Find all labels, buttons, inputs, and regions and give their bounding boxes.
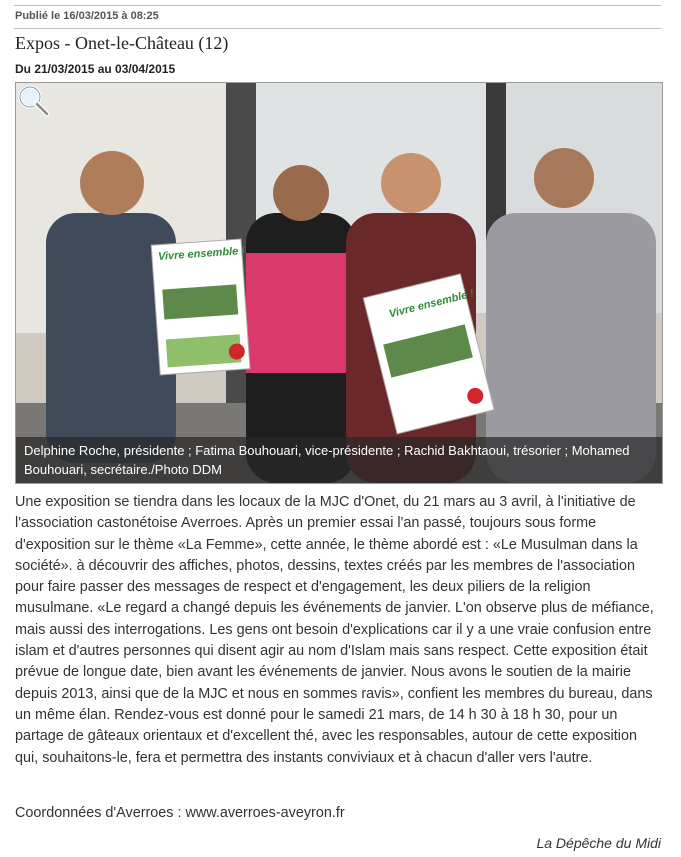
top-divider xyxy=(14,5,661,6)
source-credit: La Dépêche du Midi xyxy=(536,835,661,851)
article-title: Expos - Onet-le-Château (12) xyxy=(15,33,229,53)
publish-date: Publié le 16/03/2015 à 08:25 xyxy=(15,10,159,22)
photo-illustration xyxy=(16,83,662,483)
poster-heading-right: Vivre ensemble ! xyxy=(387,287,476,321)
photo-caption: Delphine Roche, présidente ; Fatima Bouhouari, vice-présidente ; Rachid Bakhtaoui, trésorier ; Mohamed Bouhouari, secrétaire./Photo DDM xyxy=(16,437,662,483)
poster-heading-left: Vivre ensemble ! xyxy=(157,244,246,264)
contact-line: Coordonnées d'Averroes : www.averroes-aveyron.fr xyxy=(15,805,345,821)
article-body xyxy=(15,492,663,769)
article-photo[interactable] xyxy=(15,82,663,484)
event-dates: Du 21/03/2015 au 03/04/2015 xyxy=(15,62,176,76)
magnifier-icon[interactable] xyxy=(16,83,50,117)
header-divider xyxy=(14,28,661,29)
article-paragraph: Une exposition se tiendra dans les locaux de la MJC d'Onet, du 21 mars au 3 avril, à l'initiative de l'association castonétoise Averroes. Après un premier essai l'an passé, toujours sous forme d'exposition sur le thème «La Femme», cette année, le thème abordé est : «Le Musulman dans la société». à découvrir des affiches, photos, dessins, textes créés par les membres de l'association pour faire passer des messages de respect et d'engagement, les deux piliers de la religion musulmane. «Le regard a changé depuis les événements de janvier. L'on observe plus de méfiance, mais aussi des interrogations. Les gens ont besoin d'explications car il y a une vraie confusion entre islam et d'autres personnes qui disent agir au nom d'Islam mais sans respect. Cette exposition était prévue de longue date, bien avant les événements de janvier. Nous avons le soutien de la mairie depuis 2013, ainsi que de la MJC et nous en sommes ravis», confient les membres du bureau, dans un même élan. Rendez-vous est donné pour le samedi 21 mars, de 14 h 30 à 18 h 30, pour un partage de gâteaux orientaux et d'excellent thé, avec les responsables, autour de cette exposition qui, souhaitons-le, fera et permettra des instants conviviaux et à chacun d'aller vers l'autre. xyxy=(15,494,654,766)
